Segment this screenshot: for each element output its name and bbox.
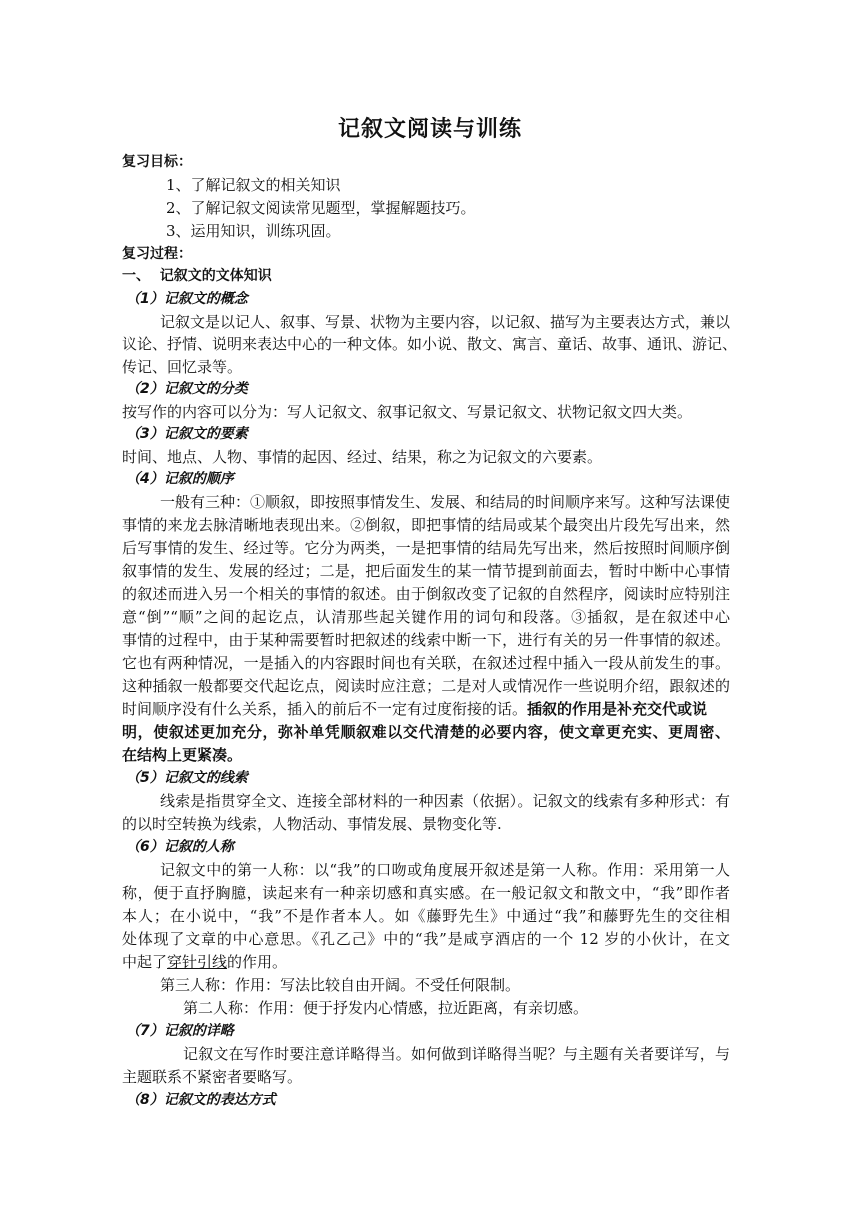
emphasis-text: 插叙的作用是补充交代或说 (527, 700, 708, 718)
document-title: 记叙文阅读与训练 (337, 117, 522, 142)
paragraph-line: 按写作的内容可以分为：写人记叙文、叙事记叙文、写景记叙文、状物记叙文四大类。 (122, 403, 693, 421)
paragraph-line: 记叙文是以记人、叙事、写景、状物为主要内容，以记叙、描写为主要表达方式，兼以 (160, 313, 731, 331)
subsection-title: （1）记叙文的概念 (126, 291, 248, 307)
paragraph-line: 记叙文中的第一人称：以“我”的口吻或角度展开叙述是第一人称。作用：采用第一人 (160, 861, 730, 879)
process-heading: 复习过程： (122, 246, 192, 262)
paragraph-line: 事情的过程中，由于某种需要暂时把叙述的线索中断一下，进行有关的另一件事情的叙述。 (122, 631, 730, 649)
subsection-title: （4）记叙的顺序 (126, 471, 234, 487)
paragraph-line: 叙事情的发生、发展的经过；二是，把后面发生的某一情节提到前面去，暂时中断中心事情 (122, 562, 730, 580)
paragraph-line: 后写事情的发生、经过等。它分为两类，一是把事情的结局先写出来，然后按照时间顺序倒 (122, 539, 730, 557)
paragraph-line: 记叙文在写作时要注意详略得当。如何做到详略得当呢？与主题有关者要详写，与 (183, 1045, 730, 1063)
paragraph-line (122, 698, 707, 720)
goal-item: 2、了解记叙文阅读常见题型，掌握解题技巧。 (166, 199, 476, 217)
paragraph-line: 议论、抒情、说明来表达中心的一种文体。如小说、散文、寓言、童话、故事、通讯、游记、 (122, 335, 738, 353)
plain-text: 中起了 (122, 953, 168, 971)
goals-heading: 复习目标： (122, 154, 192, 170)
paragraph-line: 一般有三种：①顺叙，即按照事情发生、发展、和结局的时间顺序来写。这种写法课使 (160, 493, 731, 511)
paragraph-line: 意“倒”“顺”之间的起讫点，认清那些起关键作用的词句和段落。③插叙，是在叙述中心 (122, 608, 730, 626)
paragraph-line: 处体现了文章的中心意思。《孔乙己》中的“我”是咸亨酒店的一个 12 岁的小伙计，在文 (122, 930, 730, 948)
paragraph-line: 的以时空转换为线索，人物活动、事情发展、景物变化等. (122, 815, 502, 833)
section-heading: 一、 记叙文的文体知识 (122, 268, 272, 284)
subsection-title: （7）记叙的详略 (126, 1023, 234, 1039)
paragraph-line: 的叙述而进入另一个相关的事情的叙述。由于倒叙改变了记叙的自然程序，阅读时应特别注 (122, 585, 730, 603)
underlined-text: 穿针引线 (167, 953, 228, 971)
paragraph-line: 主题联系不紧密者要略写。 (122, 1068, 303, 1086)
emphasis-line: 在结构上更紧凑。 (122, 746, 243, 764)
paragraph-line: 它也有两种情况，一是插入的内容跟时间也有关联，在叙述过程中插入一段从前发生的事。 (122, 654, 730, 672)
subsection-title: （2）记叙文的分类 (126, 381, 248, 397)
paragraph-line: 线索是指贯穿全文、连接全部材料的一种因素（依据）。记叙文的线索有多种形式：有 (160, 792, 730, 810)
paragraph-line: 事情的来龙去脉清晰地表现出来。②倒叙，即把事情的结局或某个最突出片段先写出来，然 (122, 516, 730, 534)
paragraph-line: 时间、地点、人物、事情的起因、经过、结果，称之为记叙文的六要素。 (122, 448, 603, 466)
goal-item: 1、了解记叙文的相关知识 (166, 176, 341, 194)
subsection-title: （3）记叙文的要素 (126, 426, 248, 442)
goal-item: 3、运用知识，训练巩固。 (166, 222, 341, 240)
paragraph-line (122, 951, 287, 973)
paragraph-line: 本人；在小说中，“我”不是作者本人。如《藤野先生》中通过“我”和藤野先生的交往相 (122, 907, 730, 925)
paragraph-line: 第三人称：作用：写法比较自由开阔。不受任何限制。 (160, 976, 521, 994)
plain-text: 的作用。 (227, 953, 288, 971)
subsection-title: （8）记叙文的表达方式 (126, 1092, 276, 1108)
paragraph-line: 传记、回忆录等。 (122, 358, 243, 376)
paragraph-line: 第二人称：作用：便于抒发内心情感，拉近距离，有亲切感。 (183, 999, 589, 1017)
plain-text: 时间顺序没有什么关系，插入的前后不一定有过度衔接的话。 (122, 700, 528, 718)
paragraph-line: 这种插叙一般都要交代起讫点，阅读时应注意；二是对人或情况作一些说明介绍，跟叙述的 (122, 677, 730, 695)
subsection-title: （6）记叙的人称 (126, 839, 234, 855)
emphasis-line: 明，使叙述更加充分，弥补单凭顺叙难以交代清楚的必要内容，使文章更充实、更周密、 (122, 723, 730, 741)
subsection-title: （5）记叙文的线索 (126, 770, 248, 786)
paragraph-line: 称，便于直抒胸臆，读起来有一种亲切感和真实感。在一般记叙文和散文中，“我”即作者 (122, 884, 730, 902)
